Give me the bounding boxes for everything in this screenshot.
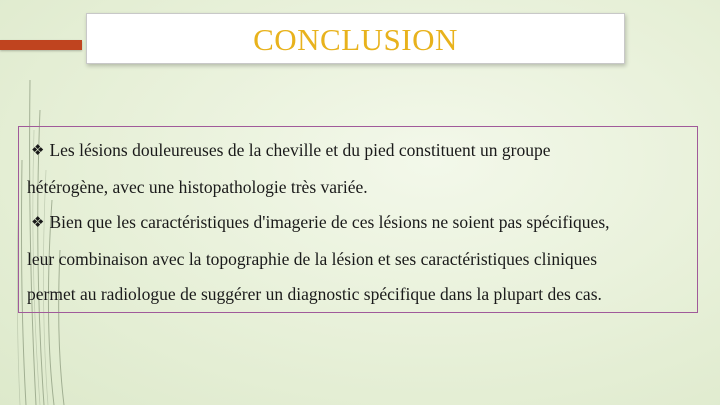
slide-title: CONCLUSION: [253, 22, 458, 57]
bullet-1-text-line-1: Les lésions douleureuses de la cheville et du pied constituent un groupe: [49, 140, 551, 160]
bullet-2-line-3: [27, 284, 602, 305]
title-box: [86, 13, 625, 64]
bullet-1-line-1: [31, 140, 551, 161]
bullet-1-text-line-2: hétérogène, avec une histopathologie très variée.: [27, 177, 368, 197]
diamond-bullet-icon: ❖: [31, 213, 45, 231]
content-box: [18, 126, 698, 313]
bullet-2-line-1: [31, 212, 610, 233]
bullet-2-text-line-2: leur combinaison avec la topographie de la lésion et ses caractéristiques cliniques: [27, 249, 598, 269]
bullet-1-line-2: [27, 177, 368, 198]
bullet-2-line-2: [27, 249, 597, 270]
bullet-2-text-line-1: Bien que les caractéristiques d'imagerie de ces lésions ne soient pas spécifiques,: [49, 212, 610, 232]
diamond-bullet-icon: ❖: [31, 141, 45, 159]
bullet-2-text-line-3: permet au radiologue de suggérer un diagnostic spécifique dans la plupart des cas.: [27, 284, 602, 304]
accent-bar: [0, 40, 82, 50]
